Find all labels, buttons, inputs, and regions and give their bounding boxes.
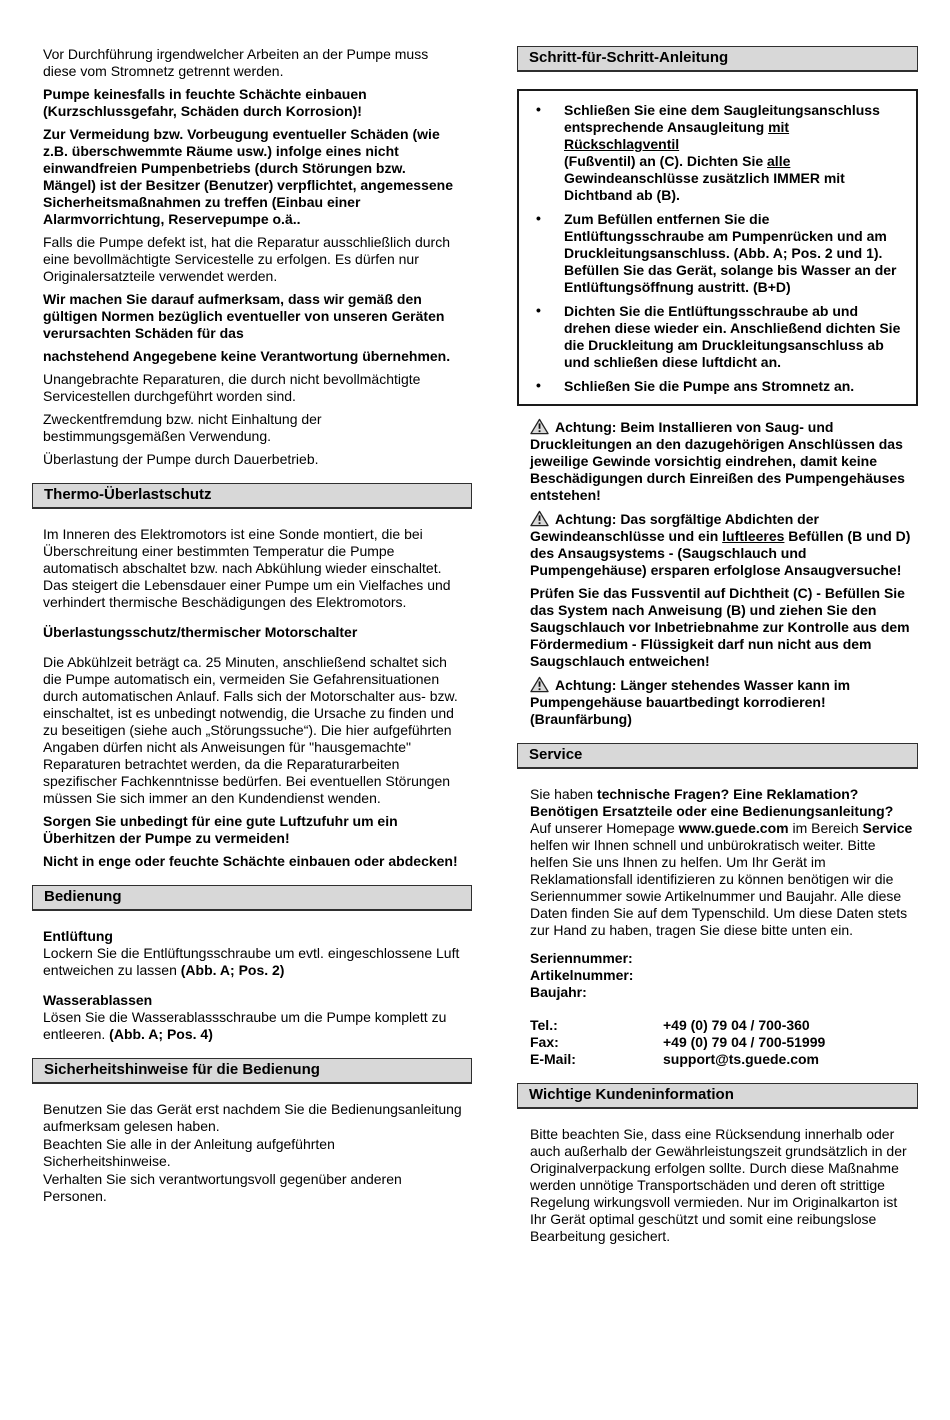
- paragraph: [43, 291, 462, 342]
- text-segment: Nicht in enge oder feuchte Schächte einbauen oder abdecken!: [43, 853, 458, 869]
- contact-value: +49 (0) 79 04 / 700-51999: [663, 1034, 826, 1050]
- bullet-marker: •: [536, 101, 541, 117]
- entry-field-label: Baujahr:: [530, 984, 587, 1000]
- paragraph: [43, 46, 462, 80]
- text-segment: Vor Durchführung irgendwelcher Arbeiten an der Pumpe muss diese vom Stromnetz getrennt werden.: [43, 46, 429, 79]
- entry-fields: [530, 950, 916, 1001]
- contact-label: E-Mail:: [530, 1051, 576, 1067]
- warning-icon: [530, 418, 549, 435]
- text-segment: Wir machen Sie darauf aufmerksam, dass wir gemäß den gültigen Normen bezüglich eventueller von unseren Geräten verursachten Schäden für das: [43, 291, 445, 341]
- subheading: Überlastungsschutz/thermischer Motorschalter: [43, 624, 358, 640]
- step-item: [519, 303, 908, 371]
- text-segment: (Abb. A; Pos. 4): [109, 1026, 213, 1042]
- section-header: Sicherheitshinweise für die Bedienung: [32, 1058, 472, 1084]
- section-header: Thermo-Überlastschutz: [32, 483, 472, 509]
- paragraph: [43, 1171, 462, 1205]
- bullet-marker: •: [536, 302, 541, 318]
- text-segment: (Abb. A; Pos. 2): [180, 962, 285, 978]
- warning-paragraph: [530, 418, 916, 504]
- text-segment: Sie haben: [530, 786, 597, 802]
- text-segment: Sorgen Sie unbedingt für eine gute Luftzufuhr um ein Überhitzen der Pumpe zu vermeiden!: [43, 813, 398, 846]
- paragraph: [43, 853, 462, 870]
- text-segment: helfen wir Ihnen schnell und unbürokratisch weiter. Bitte helfen Sie uns Ihnen zu helfen. Um Ihr Gerät im Reklamationsfall identifizieren zu können benötigen wir die Seriennummer sowie Artikelnummer und Baujahr. Alle diese Daten finden Sie auf dem Typenschild. Um diese Daten stets zur Hand zu haben, tragen Sie diese bitte unten ein.: [530, 837, 908, 938]
- step-item: [519, 378, 908, 395]
- text-segment: Beachten Sie alle in der Anleitung aufgeführten Sicherheitshinweise.: [43, 1136, 335, 1169]
- paragraph: [43, 411, 462, 445]
- text-segment: Zur Vermeidung bzw. Vorbeugung eventueller Schäden (wie z.B. überschwemmte Räume usw.) infolge eines nicht einwandfreien Pumpenbetriebs (durch Störungen bzw. Mängel) ist der Besitzer (Benutzer) verpflichtet, angemessene Sicherheitsmaßnahmen zu treffen (Einbau einer Alarmvorrichtung, Reservepumpe o.ä..: [43, 126, 453, 227]
- paragraph: [43, 945, 462, 979]
- contact-row: [530, 1034, 916, 1051]
- text-segment: Achtung: Beim Installieren von Saug- und Druckleitungen an den dazugehörigen Anschlüssen das jeweilige Gewinde vorsichtig eindrehen, damit keine Beschädigungen durch Einreißen des Pumpengehäuses entstehen!: [530, 419, 905, 503]
- text-segment: Befüllen (B und D) des Ansaugsystems - (Saugschlauch und Pumpengehäuse) ersparen erfolglose Ansaugversuche!: [530, 528, 911, 578]
- section-header: Bedienung: [32, 885, 472, 911]
- text-segment: Auf unserer Homepage: [530, 820, 679, 836]
- paragraph: [530, 585, 916, 670]
- text-segment: Achtung: Länger stehendes Wasser kann im Pumpengehäuse bauartbedingt korrodieren! (Braunfärbung): [530, 677, 851, 727]
- warning-paragraph: [530, 510, 916, 579]
- paragraph: [43, 126, 462, 228]
- text-segment: Gewindeanschlüsse zusätzlich IMMER mit Dichtband ab (B).: [564, 170, 845, 203]
- step-list: [517, 89, 918, 406]
- text-segment: mit Rückschlagventil: [564, 119, 790, 152]
- text-segment: Bitte beachten Sie, dass eine Rücksendung innerhalb oder auch außerhalb der Gewährleistungszeit grundsätzlich in der Originalverpackung erfolgen sollte. Durch diese Maßnahme werden unnötige Transportschäden und deren oft strittige Regelung wirkungsvoll vermieden. Nur im Originalkarton ist Ihr Gerät optimal geschützt und somit eine reibungslose Bearbeitung gesichert.: [530, 1126, 907, 1244]
- text-segment: Pumpe keinesfalls in feuchte Schächte einbauen (Kurzschlussgefahr, Schäden durch Korrosion)!: [43, 86, 367, 119]
- paragraph: [43, 348, 462, 365]
- contact-row: [530, 1051, 916, 1068]
- section-header: Schritt-für-Schritt-Anleitung: [517, 46, 918, 72]
- bullet-marker: •: [536, 377, 541, 393]
- text-segment: Schließen Sie die Pumpe ans Stromnetz an.: [564, 378, 855, 394]
- text-segment: Zum Befüllen entfernen Sie die Entlüftungsschraube am Pumpenrücken und am Druckleitungsanschluss. (Abb. A; Pos. 2 und 1). Befüllen Sie das Gerät, solange bis Wasser an der Entlüftungsöffnung austritt. (B+D): [564, 211, 897, 295]
- text-segment: Unangebrachte Reparaturen, die durch nicht bevollmächtigte Servicestellen durchgeführt worden sind.: [43, 371, 421, 404]
- paragraph: [43, 86, 462, 120]
- text-segment: luftleeres: [722, 528, 785, 544]
- contact-value: +49 (0) 79 04 / 700-360: [663, 1017, 810, 1033]
- paragraph: [43, 813, 462, 847]
- section-header: Service: [517, 743, 918, 769]
- text-segment: Dichten Sie die Entlüftungsschraube ab und drehen diese wieder ein. Anschließend dichten Sie die Druckleitung am Druckleitungsanschluss ab und schließen diese luftdicht an.: [564, 303, 901, 370]
- warning-paragraph: [530, 676, 916, 728]
- paragraph: [530, 1126, 916, 1245]
- text-segment: Benutzen Sie das Gerät erst nachdem Sie die Bedienungsanleitung aufmerksam gelesen haben.: [43, 1101, 462, 1134]
- warning-icon: [530, 676, 549, 693]
- text-segment: Verhalten Sie sich verantwortungsvoll gegenüber anderen Personen.: [43, 1171, 402, 1204]
- text-segment: alle: [767, 153, 791, 169]
- text-segment: Überlastung der Pumpe durch Dauerbetrieb.: [43, 451, 319, 467]
- paragraph: [43, 526, 462, 611]
- text-segment: im Bereich: [788, 820, 863, 836]
- text-segment: Die Abkühlzeit beträgt ca. 25 Minuten, anschließend schaltet sich die Pumpe automatisch ein, vermeiden Sie Gefahrensituationen durch automatischen Anlauf. Falls sich der Motorschalter aus- bzw. einschaltet, ist es unbedingt notwendig, die Ursache zu finden und zu beseitigen (siehe auch „Störungssuche“). Die hier aufgeführten Angaben dürfen nicht als Anweisungen für "hausgemachte" Reparaturen betrachtet werden, da die Reparaturarbeiten spezifischer Fachkenntnisse bedürfen. Bei eventuellen Störungen müssen Sie sich immer an den Kundendienst wenden.: [43, 654, 458, 806]
- text-segment: Schließen Sie eine dem Saugleitungsanschluss entsprechende Ansaugleitung: [564, 102, 880, 135]
- contact-label: Tel.:: [530, 1017, 558, 1033]
- contact-info: [530, 1017, 916, 1068]
- text-segment: (Fußventil) an (C). Dichten Sie: [564, 153, 768, 169]
- paragraph: [43, 1136, 462, 1170]
- text-segment: www.guede.com: [678, 820, 789, 836]
- contact-value: support@ts.guede.com: [663, 1051, 819, 1067]
- left-column: [32, 46, 472, 1404]
- paragraph: [43, 654, 462, 807]
- entry-field-label: Artikelnummer:: [530, 967, 634, 983]
- right-column: [517, 46, 918, 1404]
- entry-field-label: Seriennummer:: [530, 950, 633, 966]
- text-segment: nachstehend Angegebene keine Verantwortung übernehmen.: [43, 348, 451, 364]
- paragraph: [43, 451, 462, 468]
- text-segment: Service: [862, 820, 913, 836]
- paragraph: [43, 371, 462, 405]
- warning-icon: [530, 510, 549, 527]
- subheading: Entlüftung: [43, 928, 113, 944]
- text-segment: Falls die Pumpe defekt ist, hat die Reparatur ausschließlich durch eine bevollmächtigte Servicestelle zu erfolgen. Es dürfen nur Originalersatzteile verwendet werden.: [43, 234, 450, 284]
- text-segment: Zweckentfremdung bzw. nicht Einhaltung der bestimmungsgemäßen Verwendung.: [43, 411, 322, 444]
- paragraph: [43, 234, 462, 285]
- text-segment: technische Fragen? Eine Reklamation? Benötigen Ersatzteile oder eine Bedienungsanleitung?: [530, 786, 894, 819]
- text-segment: Lockern Sie die Entlüftungsschraube um evtl. eingeschlossene Luft entweichen zu lassen: [43, 945, 460, 978]
- step-item: [519, 102, 908, 204]
- text-segment: Im Inneren des Elektromotors ist eine Sonde montiert, die bei Überschreitung einer bestimmten Temperatur die Pumpe automatisch abschaltet bzw. nach Abkühlung wieder einschaltet. Das steigert die Lebensdauer einer Pumpe um ein Vielfaches und verhindert thermische Beschädigungen des Elektromotors.: [43, 526, 451, 610]
- step-item: [519, 211, 908, 296]
- contact-label: Fax:: [530, 1034, 559, 1050]
- paragraph: [43, 1009, 462, 1043]
- subheading: Wasserablassen: [43, 992, 153, 1008]
- text-segment: Achtung: Das sorgfältige Abdichten der Gewindeanschlüsse und ein: [530, 511, 819, 544]
- text-segment: Lösen Sie die Wasserablassschraube um die Pumpe komplett zu entleeren.: [43, 1009, 447, 1042]
- paragraph: [530, 786, 916, 939]
- text-segment: Prüfen Sie das Fussventil auf Dichtheit (C) - Befüllen Sie das System nach Anweisung (B) und ziehen Sie den Saugschlauch vor Inbetriebnahme zur Kontrolle aus dem Fördermedium - Flüssigkeit darf nun nicht aus dem Saugschlauch entweichen!: [530, 585, 910, 669]
- contact-row: [530, 1017, 916, 1034]
- section-header: Wichtige Kundeninformation: [517, 1083, 918, 1109]
- paragraph: [43, 1101, 462, 1135]
- bullet-marker: •: [536, 210, 541, 226]
